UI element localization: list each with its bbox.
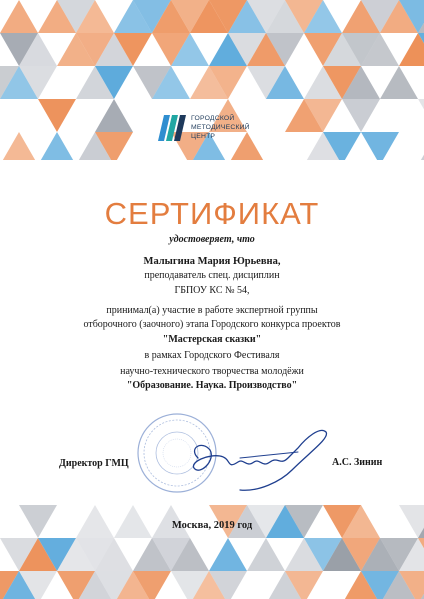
decor-triangle (361, 132, 399, 160)
decor-triangle (418, 132, 424, 160)
decor-triangle (418, 99, 424, 132)
contest-stage-text: отборочного (заочного) этапа Городского конкурса проектов (83, 319, 341, 330)
participation-text: принимал(а) участие в работе экспертной группы (106, 305, 318, 316)
logo-line-2: МЕТОДИЧЕСКИЙ (191, 123, 250, 131)
decor-triangle (0, 0, 38, 33)
director-title: Директор ГМЦ (59, 458, 129, 469)
director-name: А.С. Зинин (332, 457, 383, 468)
decor-triangle (38, 99, 76, 132)
festival-name: "Образование. Наука. Производство" (126, 380, 298, 391)
place-and-date: Москва, 2019 год (171, 520, 253, 531)
decor-triangle (0, 132, 38, 160)
logo-text (191, 115, 281, 141)
contest-name: "Мастерская сказки" (162, 334, 262, 345)
recipient-organization: ГБПОУ КС № 54, (174, 285, 250, 296)
logo-line-1: ГОРОДСКОЙ (191, 115, 235, 122)
decor-triangle (95, 99, 133, 132)
decor-triangle (342, 99, 380, 132)
decor-triangle (380, 66, 418, 99)
decor-triangle (247, 538, 285, 571)
recipient-position: преподаватель спец. дисциплин (144, 270, 280, 281)
decor-triangle (38, 132, 76, 160)
recipient-name: Малыгина Мария Юрьевна, (143, 256, 281, 267)
logo-icon (158, 113, 188, 143)
decor-triangle (399, 33, 424, 66)
decor-triangle (209, 538, 247, 571)
festival-intro: в рамках Городского Фестиваля (144, 350, 280, 361)
certificate-subtitle: удостоверяет, что (169, 234, 255, 245)
logo (158, 113, 278, 145)
festival-description: научно-технического творчества молодёжи (120, 366, 304, 377)
logo-line-3: ЦЕНТР (191, 132, 216, 140)
signature (180, 418, 330, 498)
certificate-title: СЕРТИФИКАТ (104, 196, 320, 231)
